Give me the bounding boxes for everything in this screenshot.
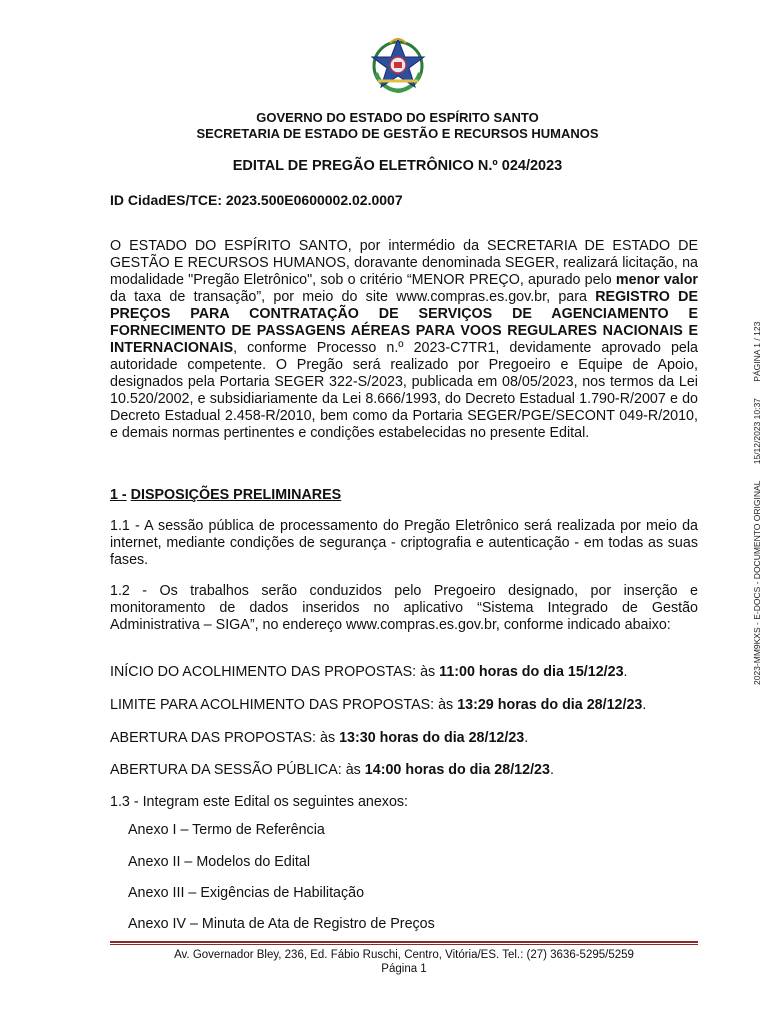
schedule-label: INÍCIO DO ACOLHIMENTO DAS PROPOSTAS: às: [110, 664, 440, 680]
section-title: DISPOSIÇÕES PRELIMINARES: [130, 487, 342, 503]
schedule-value: 13:30 horas do dia 28/12/23: [339, 730, 525, 746]
state-coat-of-arms-icon: [368, 33, 428, 95]
schedule-value: 14:00 horas do dia 28/12/23: [364, 762, 550, 778]
edocs-side-stamp: [752, 305, 762, 685]
schedule-label: ABERTURA DA SESSÃO PÚBLICA: às: [110, 762, 365, 778]
stamp-page: PÁGINA 1 / 123: [752, 321, 762, 382]
stamp-doc-id: 2023-MM9KXS - E-DOCS - DOCUMENTO ORIGINAL: [752, 480, 762, 685]
intro-text-1: O ESTADO DO ESPÍRITO SANTO, por intermédio da SECRETARIA DE ESTADO DE GESTÃO E RECURSOS HUMANOS, doravante denominada SEGER, realizará licitação, na modalidade "Pregão Eletrônico", sob o critério “MENOR PREÇO, apurado pelo: [110, 238, 698, 288]
id-cidades-line: ID CidadES/TCE: 2023.500E0600002.02.0007: [110, 192, 403, 208]
annex-item: Anexo IV – Minuta de Ata de Registro de Preços: [128, 916, 435, 932]
schedule-value: 13:29 horas do dia 28/12/23: [457, 697, 643, 713]
stamp-datetime: 15/12/2023 10:37: [752, 398, 762, 465]
schedule-end: .: [524, 730, 529, 746]
footer-divider: [110, 941, 698, 943]
header-government: GOVERNO DO ESTADO DO ESPÍRITO SANTO: [256, 110, 539, 125]
paragraph-1-2: 1.2 - Os trabalhos serão conduzidos pelo Pregoeiro designado, por inserção e monitoramento de dados inseridos no aplicativo “Sistema Integrado de Gestão Administrativa – SIGA”, no endereço www.compras.es.gov.br, conforme indicado abaixo:: [110, 583, 698, 633]
schedule-label: LIMITE PARA ACOLHIMENTO DAS PROPOSTAS: às: [110, 697, 458, 713]
schedule-value: 11:00 horas do dia 15/12/23: [439, 664, 624, 680]
footer-divider-thin: [110, 944, 698, 945]
paragraph-1-1: 1.1 - A sessão pública de processamento do Pregão Eletrônico será realizada por meio da internet, mediante condições de segurança - criptografia e autenticação - em todas as suas fases.: [110, 518, 698, 568]
schedule-end: .: [623, 664, 628, 680]
intro-bold-2: REGISTRO DE PREÇOS PARA CONTRATAÇÃO DE SERVIÇOS DE AGENCIAMENTO E FORNECIMENTO DE PASSAGENS AÉREAS PARA VOOS REGULARES NACIONAIS E INTERNACIONAIS: [110, 289, 698, 356]
schedule-label: ABERTURA DAS PROPOSTAS: às: [110, 730, 340, 746]
intro-paragraph: [110, 238, 698, 442]
schedule-line: [110, 697, 646, 714]
annex-item: Anexo I – Termo de Referência: [128, 822, 325, 838]
section-number: 1 -: [110, 487, 127, 503]
footer-page-number: Página 1: [381, 963, 427, 975]
annex-item: Anexo II – Modelos do Edital: [128, 854, 310, 870]
schedule-line: [110, 730, 528, 747]
header-secretariat: SECRETARIA DE ESTADO DE GESTÃO E RECURSOS HUMANOS: [196, 126, 599, 141]
footer-address: Av. Governador Bley, 236, Ed. Fábio Ruschi, Centro, Vitória/ES. Tel.: (27) 3636-5295/5259: [174, 949, 634, 961]
edital-title: EDITAL DE PREGÃO ELETRÔNICO N.º 024/2023: [232, 158, 563, 174]
schedule-line: [110, 762, 554, 779]
schedule-end: .: [642, 697, 647, 713]
annex-item: Anexo III – Exigências de Habilitação: [128, 885, 365, 901]
schedule-end: .: [549, 762, 554, 778]
intro-bold-1: menor valor: [615, 272, 698, 288]
intro-text-2: da taxa de transação”, por meio do site www.compras.es.gov.br, para: [110, 289, 596, 305]
paragraph-1-3: 1.3 - Integram este Edital os seguintes anexos:: [110, 794, 409, 810]
section-heading: [110, 487, 698, 504]
page-footer: [100, 948, 708, 976]
schedule-line: [110, 664, 628, 681]
intro-text-3: , conforme Processo n.º 2023-C7TR1, devidamente aprovado pela autoridade competente. O Pregão será realizado por Pregoeiro e Equipe de Apoio, designados pela Portaria SEGER 322-S/2023, publicada em 08/05/2023, nos termos da Lei 10.520/2002, e subsidiariamente da Lei 8.666/1993, do Decreto Estadual 1.790-R/2007 e do Decreto Estadual 2.458-R/2010, bem como da Portaria SEGER/PGE/SECONT 049-R/2010, e demais normas pertinentes e condições estabelecidas no presente Edital.: [110, 340, 698, 441]
